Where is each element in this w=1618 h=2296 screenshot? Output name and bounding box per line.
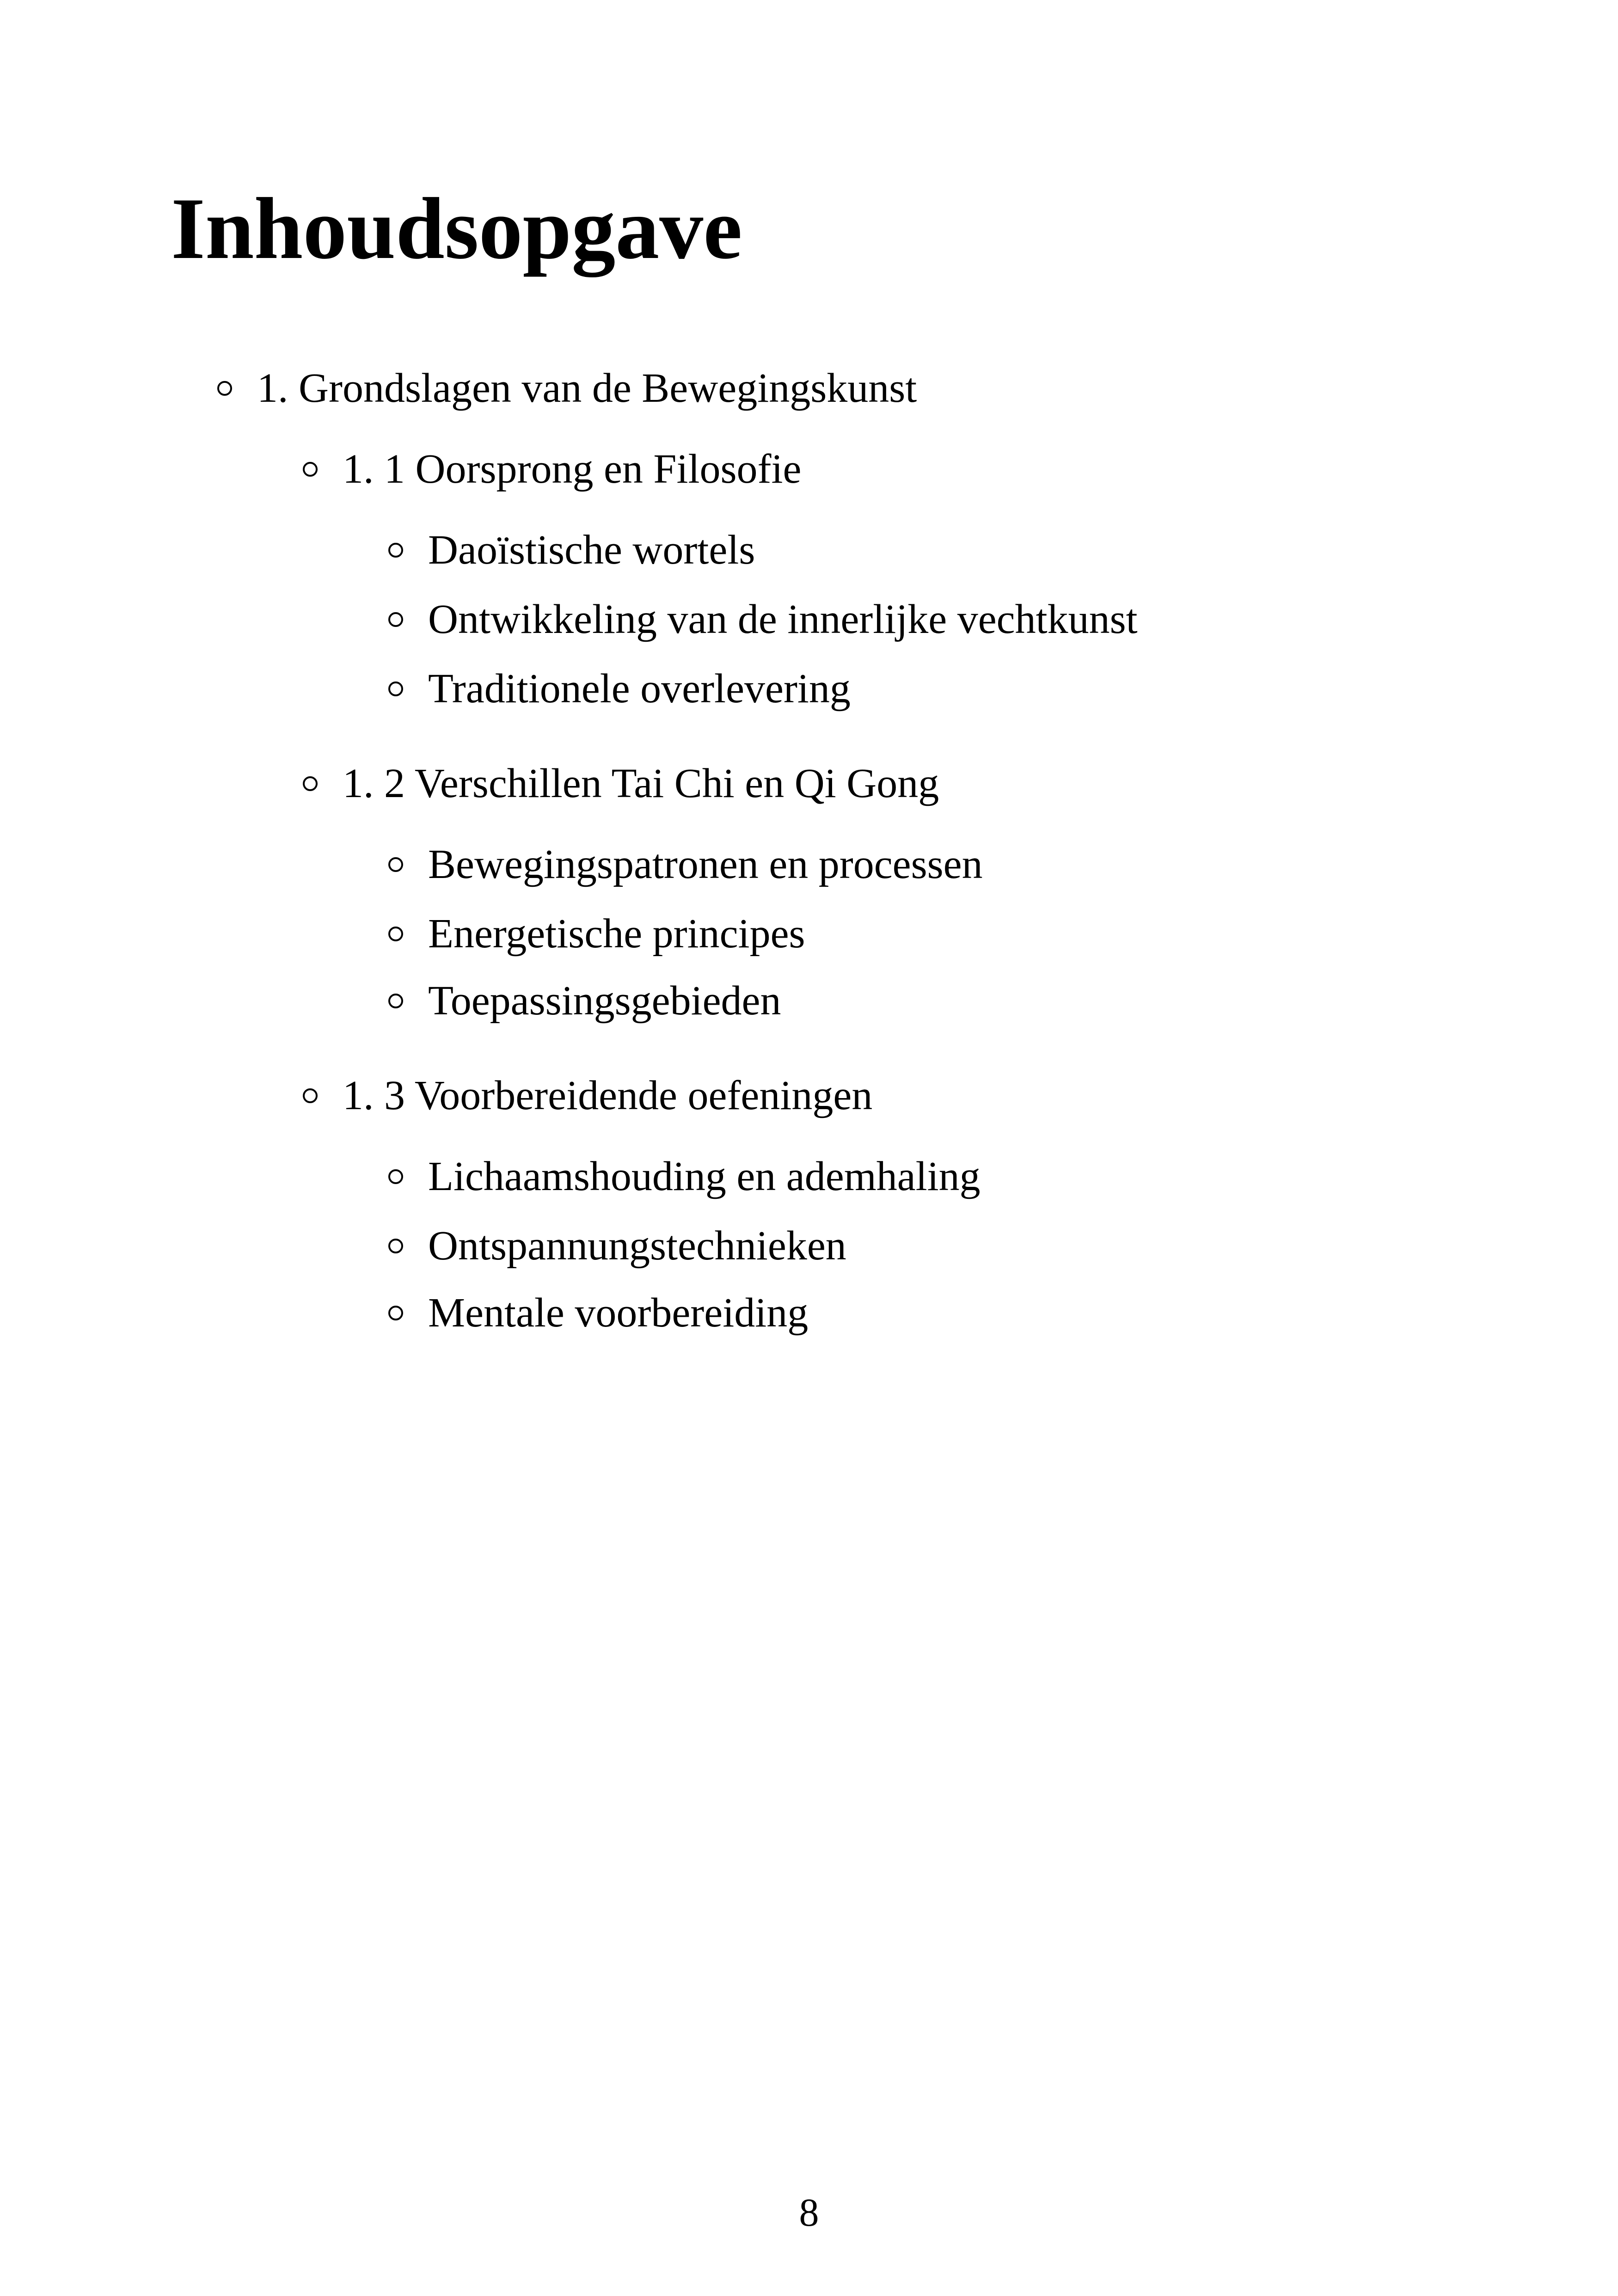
toc-section-1-1[interactable]: [303, 439, 801, 499]
toc-chapter-label: 1. Grondslagen van de Bewegingskunst: [257, 365, 917, 411]
toc-section-1-2[interactable]: [303, 754, 939, 814]
toc-item-label: Traditionele overlevering: [428, 666, 851, 712]
toc-item[interactable]: [388, 904, 805, 964]
toc-item-label: Toepassingsgebieden: [428, 978, 781, 1024]
circle-bullet-icon: [388, 543, 403, 558]
toc-section-label: 1. 3 Voorbereidende oefeningen: [343, 1073, 873, 1118]
circle-bullet-icon: [388, 1306, 403, 1320]
toc-item[interactable]: [388, 1283, 808, 1343]
circle-bullet-icon: [388, 1169, 403, 1184]
toc-item-label: Ontwikkeling van de innerlijke vechtkunst: [428, 596, 1138, 642]
toc-item[interactable]: [388, 520, 755, 580]
circle-bullet-icon: [388, 994, 403, 1008]
toc-item-label: Lichaamshouding en ademhaling: [428, 1154, 981, 1199]
page-number: 8: [799, 2190, 819, 2235]
circle-bullet-icon: [388, 612, 403, 627]
toc-item-label: Daoïstische wortels: [428, 527, 755, 573]
circle-bullet-icon: [388, 857, 403, 872]
toc-item[interactable]: [388, 971, 781, 1031]
circle-bullet-icon: [388, 681, 403, 696]
toc-item[interactable]: [388, 659, 851, 719]
toc-section-1-3[interactable]: [303, 1066, 872, 1126]
circle-bullet-icon: [303, 462, 318, 477]
toc-section-label: 1. 1 Oorsprong en Filosofie: [343, 446, 802, 492]
toc-item[interactable]: [388, 589, 1138, 650]
circle-bullet-icon: [388, 1239, 403, 1253]
toc-item[interactable]: [388, 835, 983, 895]
toc-item-label: Energetische principes: [428, 911, 805, 957]
circle-bullet-icon: [217, 381, 232, 396]
toc-item[interactable]: [388, 1216, 846, 1276]
toc-item-label: Ontspannungstechnieken: [428, 1223, 846, 1269]
toc-item-label: Mentale voorbereiding: [428, 1290, 809, 1336]
page-title: Inhoudsopgave: [171, 180, 742, 277]
toc-section-label: 1. 2 Verschillen Tai Chi en Qi Gong: [343, 761, 939, 806]
circle-bullet-icon: [303, 1088, 318, 1103]
circle-bullet-icon: [303, 776, 318, 791]
toc-item-label: Bewegingspatronen en processen: [428, 841, 983, 887]
toc-item[interactable]: [388, 1147, 981, 1207]
toc-chapter-1[interactable]: [217, 358, 917, 418]
circle-bullet-icon: [388, 927, 403, 941]
